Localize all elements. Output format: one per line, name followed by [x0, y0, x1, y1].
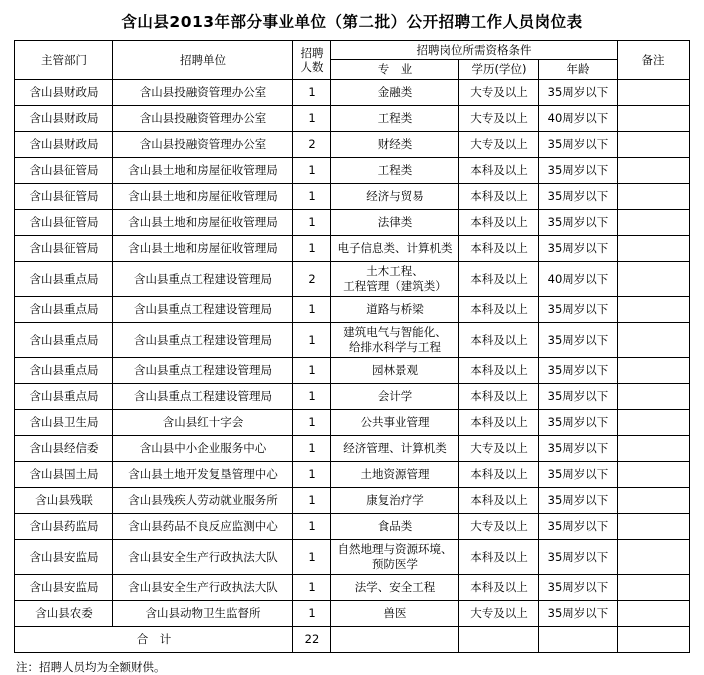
table-row	[15, 79, 689, 105]
cell-unit: 含山县重点工程建设管理局	[113, 383, 293, 409]
cell-major-line: 自然地理与资源环境、	[337, 542, 453, 557]
cell-major	[331, 261, 459, 296]
cell-education: 本科及以上	[459, 461, 539, 487]
table-row	[15, 461, 689, 487]
cell-major: 公共事业管理	[331, 409, 459, 435]
cell-major: 电子信息类、计算机类	[331, 235, 459, 261]
cell-major-line: 建筑电气与智能化、	[343, 325, 447, 340]
cell-remark	[617, 383, 689, 409]
cell-unit: 含山县土地和房屋征收管理局	[113, 209, 293, 235]
cell-education: 本科及以上	[459, 157, 539, 183]
cell-count: 1	[293, 235, 331, 261]
cell-dept: 含山县财政局	[15, 79, 113, 105]
cell-age: 35周岁以下	[539, 574, 617, 600]
total-label: 合 计	[15, 626, 293, 652]
cell-major: 道路与桥梁	[331, 296, 459, 322]
cell-dept: 含山县财政局	[15, 105, 113, 131]
cell-age: 35周岁以下	[539, 235, 617, 261]
table-header	[15, 41, 689, 80]
table-row	[15, 105, 689, 131]
cell-dept: 含山县征管局	[15, 157, 113, 183]
cell-education: 大专及以上	[459, 131, 539, 157]
total-count: 22	[293, 626, 331, 652]
cell-count: 1	[293, 539, 331, 574]
cell-major: 食品类	[331, 513, 459, 539]
cell-dept: 含山县征管局	[15, 209, 113, 235]
cell-age: 35周岁以下	[539, 461, 617, 487]
job-positions-table	[14, 40, 689, 653]
cell-dept: 含山县安监局	[15, 574, 113, 600]
header-count-line1: 招聘	[300, 45, 324, 60]
cell-major: 金融类	[331, 79, 459, 105]
cell-age: 35周岁以下	[539, 296, 617, 322]
cell-age: 35周岁以下	[539, 322, 617, 357]
cell-education: 本科及以上	[459, 296, 539, 322]
cell-count: 1	[293, 183, 331, 209]
cell-count: 2	[293, 131, 331, 157]
cell-dept: 含山县财政局	[15, 131, 113, 157]
total-education	[459, 626, 539, 652]
cell-unit: 含山县重点工程建设管理局	[113, 261, 293, 296]
cell-education: 大专及以上	[459, 600, 539, 626]
cell-age: 35周岁以下	[539, 383, 617, 409]
cell-unit: 含山县投融资管理办公室	[113, 105, 293, 131]
header-qualification-group: 招聘岗位所需资格条件	[331, 41, 617, 60]
cell-remark	[617, 131, 689, 157]
cell-major-line: 预防医学	[371, 556, 418, 571]
cell-age: 35周岁以下	[539, 131, 617, 157]
table-footer	[15, 626, 689, 652]
cell-dept: 含山县经信委	[15, 435, 113, 461]
cell-education: 本科及以上	[459, 487, 539, 513]
cell-count: 1	[293, 209, 331, 235]
cell-remark	[617, 461, 689, 487]
cell-major: 工程类	[331, 157, 459, 183]
cell-count: 1	[293, 322, 331, 357]
cell-unit: 含山县土地和房屋征收管理局	[113, 235, 293, 261]
cell-major: 经济与贸易	[331, 183, 459, 209]
table-body	[15, 79, 689, 626]
cell-unit: 含山县重点工程建设管理局	[113, 296, 293, 322]
cell-dept: 含山县药监局	[15, 513, 113, 539]
header-education: 学历(学位)	[459, 60, 539, 79]
cell-age: 35周岁以下	[539, 513, 617, 539]
header-age: 年龄	[539, 60, 617, 79]
cell-dept: 含山县残联	[15, 487, 113, 513]
cell-major	[331, 322, 459, 357]
table-row	[15, 157, 689, 183]
header-row-1	[15, 41, 689, 60]
cell-education: 本科及以上	[459, 539, 539, 574]
table-row	[15, 383, 689, 409]
cell-major-line: 给排水科学与工程	[348, 339, 441, 354]
cell-remark	[617, 209, 689, 235]
header-unit: 招聘单位	[113, 41, 293, 80]
cell-major: 财经类	[331, 131, 459, 157]
cell-unit: 含山县土地和房屋征收管理局	[113, 183, 293, 209]
cell-remark	[617, 322, 689, 357]
cell-remark	[617, 357, 689, 383]
cell-dept: 含山县重点局	[15, 296, 113, 322]
cell-major: 康复治疗学	[331, 487, 459, 513]
total-remark	[617, 626, 689, 652]
cell-education: 本科及以上	[459, 383, 539, 409]
cell-remark	[617, 487, 689, 513]
cell-age: 35周岁以下	[539, 157, 617, 183]
cell-major-line: 土木工程、	[366, 264, 424, 279]
cell-education: 大专及以上	[459, 105, 539, 131]
cell-dept: 含山县重点局	[15, 383, 113, 409]
table-row	[15, 435, 689, 461]
cell-unit: 含山县残疾人劳动就业服务所	[113, 487, 293, 513]
table-row	[15, 600, 689, 626]
cell-count: 1	[293, 513, 331, 539]
cell-remark	[617, 435, 689, 461]
cell-remark	[617, 183, 689, 209]
cell-major: 会计学	[331, 383, 459, 409]
cell-age: 35周岁以下	[539, 183, 617, 209]
cell-education: 本科及以上	[459, 574, 539, 600]
cell-education: 本科及以上	[459, 235, 539, 261]
cell-unit: 含山县重点工程建设管理局	[113, 357, 293, 383]
cell-count: 1	[293, 574, 331, 600]
cell-education: 本科及以上	[459, 409, 539, 435]
cell-education: 本科及以上	[459, 357, 539, 383]
cell-remark	[617, 539, 689, 574]
cell-count: 1	[293, 296, 331, 322]
cell-remark	[617, 574, 689, 600]
cell-remark	[617, 296, 689, 322]
table-row	[15, 513, 689, 539]
header-remark: 备注	[617, 41, 689, 80]
cell-dept: 含山县征管局	[15, 235, 113, 261]
cell-education: 本科及以上	[459, 261, 539, 296]
total-age	[539, 626, 617, 652]
cell-unit: 含山县安全生产行政执法大队	[113, 539, 293, 574]
cell-unit: 含山县重点工程建设管理局	[113, 322, 293, 357]
table-row	[15, 261, 689, 296]
cell-remark	[617, 235, 689, 261]
cell-age: 35周岁以下	[539, 209, 617, 235]
table-row	[15, 131, 689, 157]
cell-remark	[617, 409, 689, 435]
table-row	[15, 357, 689, 383]
cell-education: 大专及以上	[459, 513, 539, 539]
cell-education: 本科及以上	[459, 209, 539, 235]
table-row	[15, 487, 689, 513]
cell-major: 法学、安全工程	[331, 574, 459, 600]
cell-major	[331, 539, 459, 574]
cell-count: 1	[293, 461, 331, 487]
header-count-line2: 人数	[300, 59, 324, 74]
cell-age: 35周岁以下	[539, 487, 617, 513]
cell-count: 2	[293, 261, 331, 296]
cell-count: 1	[293, 600, 331, 626]
cell-unit: 含山县土地和房屋征收管理局	[113, 157, 293, 183]
cell-count: 1	[293, 357, 331, 383]
cell-unit: 含山县中小企业服务中心	[113, 435, 293, 461]
cell-dept: 含山县安监局	[15, 539, 113, 574]
cell-remark	[617, 600, 689, 626]
cell-age: 35周岁以下	[539, 357, 617, 383]
header-major: 专 业	[331, 60, 459, 79]
total-row	[15, 626, 689, 652]
cell-remark	[617, 157, 689, 183]
cell-remark	[617, 79, 689, 105]
cell-remark	[617, 513, 689, 539]
cell-unit: 含山县红十字会	[113, 409, 293, 435]
cell-count: 1	[293, 435, 331, 461]
footnote: 注：招聘人员均为全额财供。	[16, 659, 166, 674]
cell-unit: 含山县投融资管理办公室	[113, 79, 293, 105]
cell-major: 法律类	[331, 209, 459, 235]
cell-age: 40周岁以下	[539, 105, 617, 131]
cell-remark	[617, 105, 689, 131]
header-count	[293, 41, 331, 80]
cell-dept: 含山县重点局	[15, 357, 113, 383]
header-dept: 主管部门	[15, 41, 113, 80]
cell-age: 35周岁以下	[539, 600, 617, 626]
cell-dept: 含山县国土局	[15, 461, 113, 487]
cell-age: 40周岁以下	[539, 261, 617, 296]
cell-count: 1	[293, 409, 331, 435]
cell-major: 土地资源管理	[331, 461, 459, 487]
table-row	[15, 322, 689, 357]
cell-age: 35周岁以下	[539, 435, 617, 461]
cell-dept: 含山县重点局	[15, 261, 113, 296]
cell-major: 兽医	[331, 600, 459, 626]
cell-count: 1	[293, 157, 331, 183]
cell-count: 1	[293, 487, 331, 513]
table-row	[15, 235, 689, 261]
page-title: 含山县2013年部分事业单位（第二批）公开招聘工作人员岗位表	[121, 13, 583, 31]
cell-dept: 含山县重点局	[15, 322, 113, 357]
cell-dept: 含山县征管局	[15, 183, 113, 209]
cell-unit: 含山县动物卫生监督所	[113, 600, 293, 626]
cell-count: 1	[293, 105, 331, 131]
cell-age: 35周岁以下	[539, 539, 617, 574]
cell-unit: 含山县安全生产行政执法大队	[113, 574, 293, 600]
cell-count: 1	[293, 383, 331, 409]
table-row	[15, 296, 689, 322]
cell-education: 本科及以上	[459, 183, 539, 209]
cell-education: 大专及以上	[459, 435, 539, 461]
cell-unit: 含山县药品不良反应监测中心	[113, 513, 293, 539]
cell-dept: 含山县农委	[15, 600, 113, 626]
cell-major-line: 工程管理（建筑类）	[343, 278, 447, 293]
cell-dept: 含山县卫生局	[15, 409, 113, 435]
cell-count: 1	[293, 79, 331, 105]
cell-unit: 含山县土地开发复垦管理中心	[113, 461, 293, 487]
cell-major: 经济管理、计算机类	[331, 435, 459, 461]
table-row	[15, 409, 689, 435]
cell-remark	[617, 261, 689, 296]
cell-major: 工程类	[331, 105, 459, 131]
total-major	[331, 626, 459, 652]
cell-major: 园林景观	[331, 357, 459, 383]
cell-age: 35周岁以下	[539, 79, 617, 105]
cell-education: 大专及以上	[459, 79, 539, 105]
cell-unit: 含山县投融资管理办公室	[113, 131, 293, 157]
table-row	[15, 574, 689, 600]
cell-age: 35周岁以下	[539, 409, 617, 435]
table-row	[15, 539, 689, 574]
table-row	[15, 209, 689, 235]
cell-education: 本科及以上	[459, 322, 539, 357]
table-row	[15, 183, 689, 209]
